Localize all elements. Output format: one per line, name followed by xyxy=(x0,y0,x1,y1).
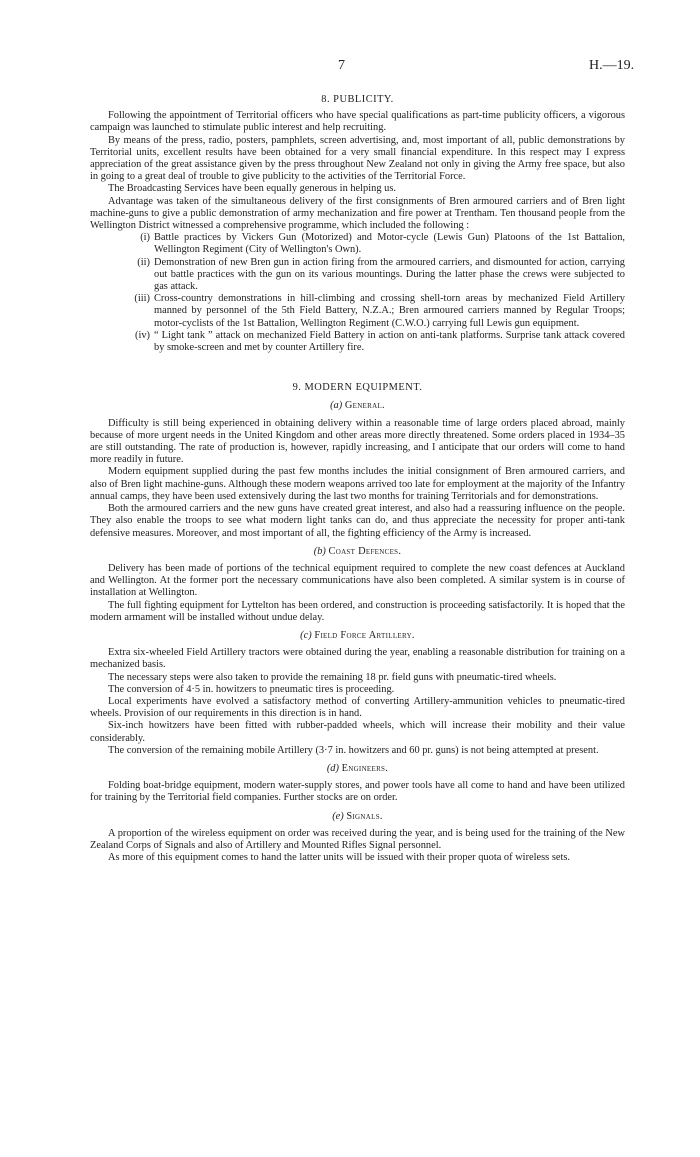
subsection-title-signals xyxy=(90,811,625,823)
subsection-title-coast-defences xyxy=(90,546,625,558)
paragraph: Six-inch howitzers have been fitted with rubber-padded wheels, which will increase their mobility and their value considerably. xyxy=(90,720,625,744)
paragraph: Extra six-wheeled Field Artillery tractors were obtained during the year, enabling a reasonable distribution for training on a mechanized basis. xyxy=(90,647,625,671)
subsection-letter: (a) xyxy=(330,400,343,412)
list-item-text: Battle practices by Vickers Gun (Motorized) and Motor-cycle (Lewis Gun) Platoons of the 1st Battalion, Wellington Regiment (City of Wellington's Own). xyxy=(154,232,625,256)
subsection-heading: General. xyxy=(344,400,385,412)
subsection-title-field-force-artillery xyxy=(90,630,625,642)
paragraph: A proportion of the wireless equipment on order was received during the year, and is being used for the training of the New Zealand Corps of Signals and also of Artillery and Mounted Rifles Signal personnel. xyxy=(90,827,625,851)
paragraph: The conversion of 4·5 in. howitzers to pneumatic tires is proceeding. xyxy=(108,683,395,695)
paragraph: The necessary steps were also taken to provide the remaining 18 pr. field guns with pneumatic-tired wheels. xyxy=(108,671,557,683)
paragraph: As more of this equipment comes to hand the latter units will be issued with their proper quota of wireless sets. xyxy=(108,852,571,864)
subsection-heading: Engineers. xyxy=(341,762,389,774)
paragraph: Difficulty is still being experienced in obtaining delivery within a reasonable time of large orders placed abroad, mainly because of more urgent needs in the United Kingdom and other areas more directly threatened. Some orders placed in 1934–35 are still outstanding. The rate of production is, however, rapidly increasing, and I anticipate that our orders will come to hand more readily in future. xyxy=(90,417,625,466)
paragraph: Folding boat-bridge equipment, modern water-supply stores, and power tools have all come to hand and have been utilized for training by the Territorial field companies. Further stocks are on order. xyxy=(90,780,625,804)
subsection-heading: Field Force Artillery. xyxy=(314,629,415,641)
subsection-heading: Signals. xyxy=(346,810,383,822)
paragraph: The Broadcasting Services have been equally generous in helping us. xyxy=(108,183,396,195)
list-item-text: Demonstration of new Bren gun in action firing from the armoured carriers, and dismounted for action, carrying out battle practices with the gun on its various mountings. During the latter phase the crews were subjected to gas attack. xyxy=(154,256,625,293)
list-item-number: (i) xyxy=(140,232,150,244)
paragraph: Both the armoured carriers and the new guns have created great interest, and also had a reassuring influence on the people. They also enable the troops to see what modern light tanks can do, and thus appreciate the necessity for proper anti-tank defensive measures. Moreover, and most important of all, the fighting efficiency of the Army is increased. xyxy=(90,503,625,539)
paragraph: The full fighting equipment for Lyttelton has been ordered, and construction is proceeding satisfactorily. It is hoped that the modern armament will be installed without undue delay. xyxy=(90,599,625,623)
list-item-number: (ii) xyxy=(137,256,150,268)
subsection-letter: (c) xyxy=(300,629,312,641)
list-item xyxy=(120,232,625,256)
paragraph: Delivery has been made of portions of the technical equipment required to complete the new coast defences at Auckland and Wellington. At the former port the necessary communications have also been completed. A similar system is in course of installation at Wellington. xyxy=(90,562,625,599)
list-item-number: (iii) xyxy=(134,293,150,305)
page-header xyxy=(0,60,700,76)
section-title-modern-equipment: 9. MODERN EQUIPMENT. xyxy=(292,382,423,394)
section-title-publicity: 8. PUBLICITY. xyxy=(321,94,394,105)
paragraph: Modern equipment supplied during the past few months includes the initial consignment of Bren armoured carriers, and also of Bren light machine-guns. Although these modern weapons arrived too late for employment at the majority of the Infantry annual camps, they have been used extensively during the last two months for training Territorials and for demonstrations. xyxy=(90,466,625,502)
list-item xyxy=(120,293,625,330)
section-spacer xyxy=(90,354,625,382)
document-reference: H.—19. xyxy=(589,58,635,73)
paragraph: Local experiments have evolved a satisfactory method of converting Artillery-ammunition vehicles to pneumatic-tired wheels. Provision of our requirements in this direction is in hand. xyxy=(90,695,625,720)
programme-list xyxy=(120,232,625,354)
subsection-letter: (d) xyxy=(326,762,339,774)
paragraph: By means of the press, radio, posters, pamphlets, screen advertising, and, most important of all, public demonstrations by Territorial units, excellent results have been obtained for a very small financial expenditure. In this respect may I express appreciation of the great assistance given by the press throughout New Zealand not only in giving the Army free space, but also in going to a great deal of trouble to give publicity to the activities of the Territorial Force. xyxy=(90,134,625,183)
subsection-title-engineers xyxy=(90,763,625,775)
paragraph: Following the appointment of Territorial officers who have special qualifications as part-time publicity officers, a vigorous campaign was launched to stimulate public interest and help recruiting. xyxy=(90,110,625,134)
list-item xyxy=(120,330,625,354)
list-item-text: Cross-country demonstrations in hill-climbing and crossing shell-torn areas by mechanized Field Artillery manned by personnel of the 5th Field Battery, N.Z.A.; Bren armoured carriers manned by Regular Troops; motor-cyclists of the 1st Battalion, Wellington Regiment (C.W.O.) carrying full Lewis gun equipment. xyxy=(154,293,625,329)
list-item-number: (iv) xyxy=(134,329,150,341)
page-content xyxy=(90,94,625,864)
list-item xyxy=(120,257,625,294)
page-number: 7 xyxy=(338,58,345,73)
subsection-letter: (e) xyxy=(332,810,344,822)
subsection-title-general xyxy=(90,400,625,412)
subsection-heading: Coast Defences. xyxy=(328,545,402,557)
paragraph: The conversion of the remaining mobile Artillery (3·7 in. howitzers and 60 pr. guns) is not being attempted at present. xyxy=(108,744,599,756)
subsection-letter: (b) xyxy=(313,545,326,557)
list-item-text: “ Light tank ” attack on mechanized Field Battery in action on anti-tank platforms. Surprise tank attack covered by smoke-screen and met by counter Artillery fire. xyxy=(154,329,625,354)
paragraph: Advantage was taken of the simultaneous delivery of the first consignments of Bren armoured carriers and of Bren light machine-guns to give a public demonstration of army mechanization and fire power at Trentham. Ten thousand people from the Wellington District witnessed a comprehensive programme, which included the following : xyxy=(90,195,625,232)
